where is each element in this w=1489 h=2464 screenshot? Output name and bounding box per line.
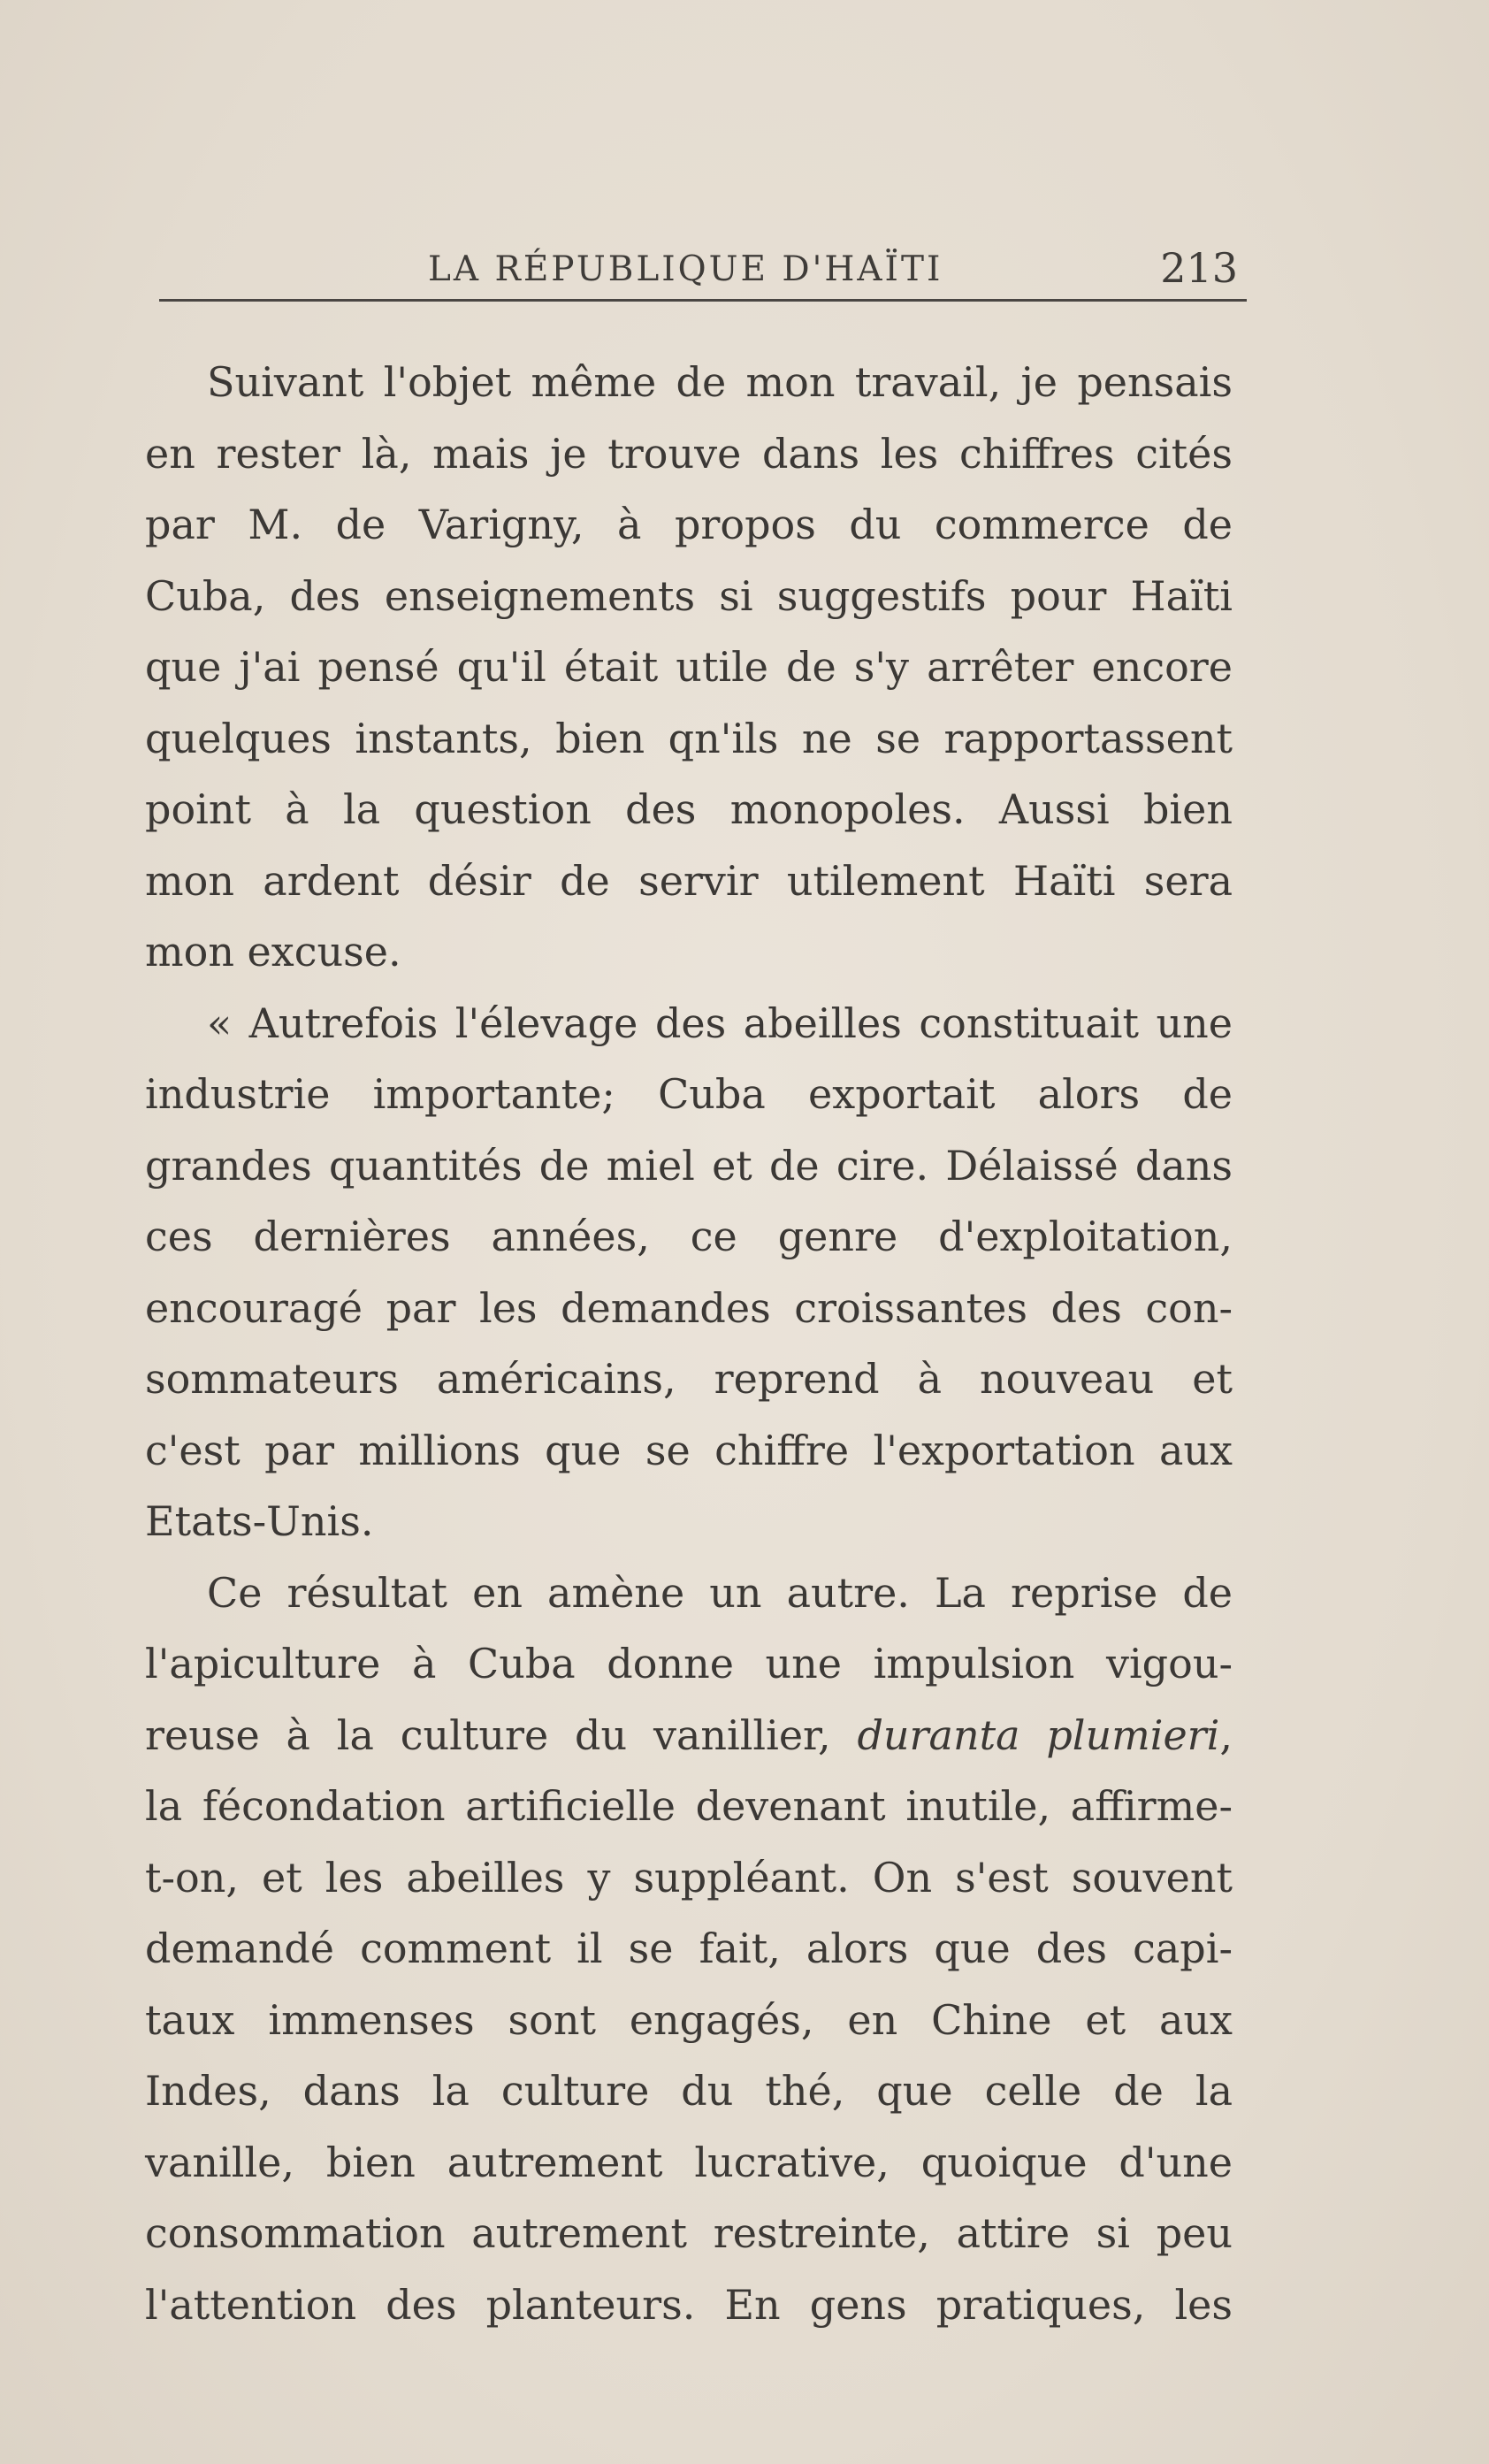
text-line: Suivant l'objet même de mon travail, je pensais: [207, 358, 1233, 406]
text-line: encouragé par les demandes croissantes des con-: [145, 1283, 1233, 1332]
page-number: 213: [1160, 244, 1238, 292]
text-segment: reuse à la culture du vanillier,: [145, 1710, 858, 1759]
text-line: mon ardent désir de servir utilement Haïti sera: [145, 856, 1233, 905]
text-line: industrie importante; Cuba exportait alors de: [145, 1070, 1233, 1118]
text-line: point à la question des monopoles. Aussi bien: [145, 785, 1233, 833]
text-line: mon excuse.: [145, 928, 401, 976]
text-line: demandé comment il se fait, alors que des capi-: [145, 1925, 1233, 1972]
text-line: quelques instants, bien qn'ils ne se rapportassent: [145, 714, 1233, 762]
text-line: consommation autrement restreinte, attire si peu: [145, 2209, 1233, 2257]
text-line: ces dernières années, ce genre d'exploitation,: [145, 1213, 1233, 1260]
italic-term: duranta plumieri: [857, 1710, 1220, 1759]
text-line-with-italic: [145, 1700, 1233, 1771]
page-header: [159, 241, 1247, 304]
text-line: c'est par millions que se chiffre l'exportation aux: [145, 1426, 1233, 1474]
header-rule: [159, 299, 1247, 302]
text-line: Cuba, des enseignements si suggestifs pour Haïti: [145, 571, 1233, 620]
text-line: en rester là, mais je trouve dans les chiffres cités: [145, 429, 1233, 478]
body-text: [145, 347, 1233, 2340]
text-line: grandes quantités de miel et de cire. Délaissé dans: [145, 1141, 1233, 1190]
text-line: l'attention des planteurs. En gens pratiques, les: [145, 2280, 1233, 2329]
text-line: Ce résultat en amène un autre. La reprise de: [207, 1568, 1233, 1617]
paragraph-1: [145, 347, 1233, 988]
text-line: l'apiculture à Cuba donne une impulsion vigou-: [145, 1640, 1233, 1687]
text-line: Indes, dans la culture du thé, que celle de la: [145, 2067, 1233, 2115]
text-line: que j'ai pensé qu'il était utile de s'y arrêter encore: [145, 643, 1233, 691]
text-line: la fécondation artificielle devenant inutile, affirme-: [145, 1782, 1233, 1830]
text-line: sommateurs américains, reprend à nouveau et: [145, 1355, 1233, 1403]
paragraph-3: [145, 1557, 1233, 2341]
text-line: par M. de Varigny, à propos du commerce de: [145, 501, 1233, 548]
running-title: LA RÉPUBLIQUE D'HAÏTI: [428, 249, 943, 289]
paragraph-2: [145, 988, 1233, 1557]
text-segment: ,: [1219, 1710, 1233, 1759]
text-line: Etats-Unis.: [145, 1497, 374, 1545]
text-line: « Autrefois l'élevage des abeilles constituait une: [207, 999, 1233, 1047]
text-line: t-on, et les abeilles y suppléant. On s'est souvent: [145, 1853, 1233, 1902]
text-line: vanille, bien autrement lucrative, quoique d'une: [145, 2138, 1233, 2186]
text-line: taux immenses sont engagés, en Chine et aux: [145, 1995, 1233, 2044]
